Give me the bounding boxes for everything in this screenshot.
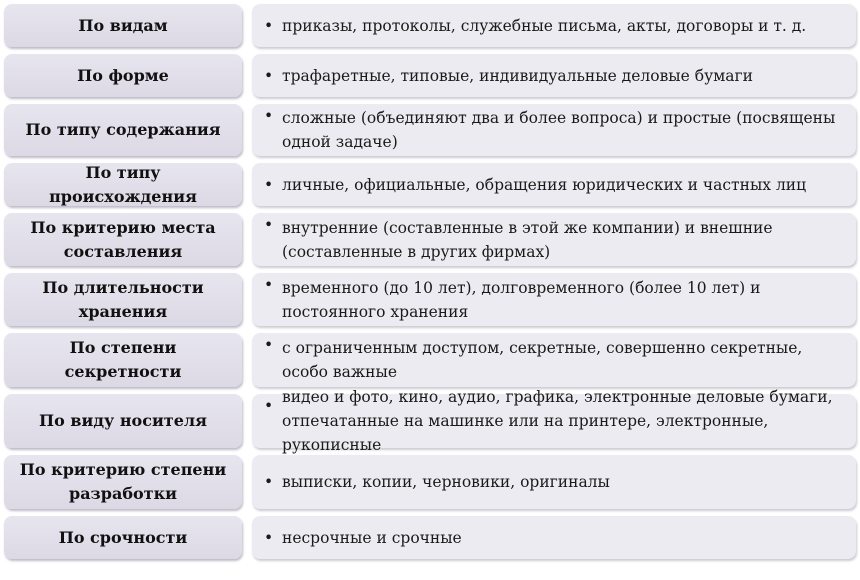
- description-text: трафаретные, типовые, индивидуальные деловые бумаги: [282, 66, 753, 85]
- category-label: По степени секретности: [4, 333, 242, 387]
- category-description: [252, 455, 856, 509]
- category-description: [252, 273, 856, 326]
- category-label: По длительности хранения: [4, 273, 242, 326]
- table-row: [4, 273, 856, 326]
- category-description: [252, 333, 856, 387]
- classification-table: [4, 4, 856, 559]
- description-text: личные, официальные, обращения юридических и частных лиц: [282, 175, 807, 194]
- description-text: временного (до 10 лет), долговременного (более 10 лет) и постоянного хранения: [282, 278, 761, 321]
- category-description: [252, 163, 856, 206]
- bullet-icon: •: [264, 397, 274, 415]
- description-text: внутренние (составленные в этой же компании) и внешние (составленные в других фирмах): [282, 218, 773, 261]
- description-text: несрочные и срочные: [282, 528, 462, 547]
- table-row: [4, 516, 856, 559]
- bullet-icon: •: [264, 528, 274, 547]
- category-label: По критерию места составления: [4, 213, 242, 266]
- table-row: [4, 54, 856, 97]
- bullet-icon: •: [264, 216, 274, 234]
- bullet-icon: •: [264, 276, 274, 294]
- bullet-icon: •: [264, 336, 274, 354]
- category-description: [252, 104, 856, 156]
- category-description: [252, 54, 856, 97]
- category-label: По срочности: [4, 516, 242, 559]
- description-text: сложные (объединяют два и более вопроса) и простые (посвящены одной задаче): [282, 109, 836, 151]
- category-label: По виду носителя: [4, 394, 242, 448]
- bullet-icon: •: [264, 107, 274, 125]
- table-row: [4, 163, 856, 206]
- table-row: [4, 333, 856, 387]
- table-row: [4, 4, 856, 47]
- category-label: По критерию степени разработки: [4, 455, 242, 509]
- description-text: приказы, протоколы, служебные письма, акты, договоры и т. д.: [282, 16, 807, 35]
- category-label: По типу содержания: [4, 104, 242, 156]
- table-row: [4, 104, 856, 156]
- category-description: [252, 213, 856, 266]
- table-row: [4, 213, 856, 266]
- category-description: [252, 516, 856, 559]
- bullet-icon: •: [264, 473, 274, 491]
- description-text: с ограниченным доступом, секретные, совершенно секретные, особо важные: [282, 339, 803, 381]
- category-label: По видам: [4, 4, 242, 47]
- description-text: видео и фото, кино, аудио, графика, электронные деловые бумаги, отпечатанные на машинке или на принтере, электронные, рукописные: [282, 388, 833, 454]
- category-description: [252, 388, 856, 454]
- category-label: По форме: [4, 54, 242, 97]
- category-label: По типу происхождения: [4, 163, 242, 206]
- bullet-icon: •: [264, 175, 274, 194]
- table-row: [4, 388, 856, 454]
- description-text: выписки, копии, черновики, оригиналы: [282, 473, 610, 491]
- table-row: [4, 455, 856, 509]
- bullet-icon: •: [264, 16, 274, 35]
- category-description: [252, 4, 856, 47]
- bullet-icon: •: [264, 66, 274, 85]
